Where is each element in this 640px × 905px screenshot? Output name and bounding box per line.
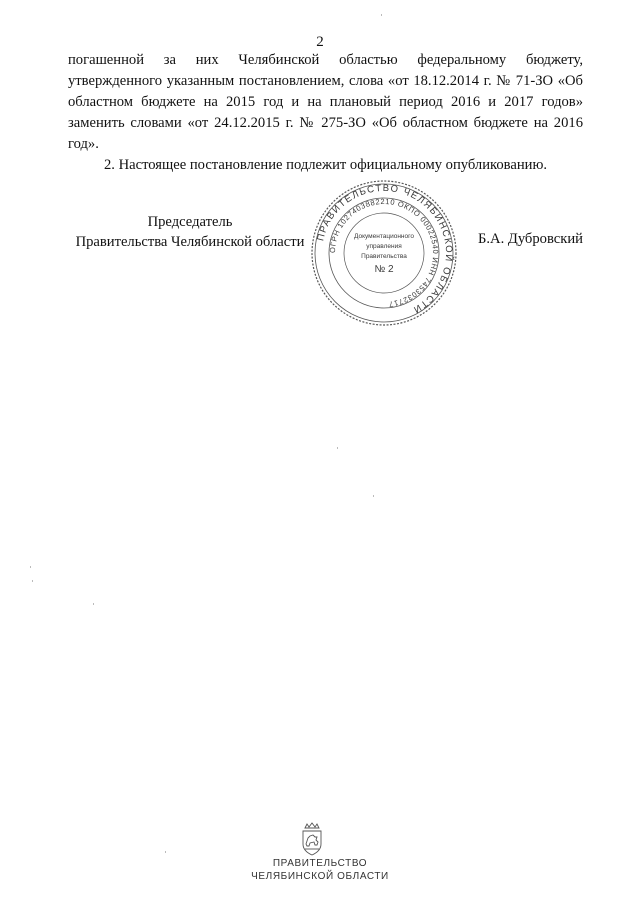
signatory-title-line2: Правительства Челябинской области [75,234,305,250]
seal-number: № 2 [374,264,394,275]
coat-of-arms-icon [300,822,324,856]
seal-center-line3: Правительства [361,253,407,260]
seal-outer-text: ПРАВИТЕЛЬСТВО ЧЕЛЯБИНСКОЙ ОБЛАСТИ [315,182,455,316]
seal-center-line2: управления [366,243,402,250]
seal-center-line1: Документационного [354,233,414,240]
paragraph-continuation: погашенной за них Челябинской областью федеральному бюджету, утвержденного указанным постановлением, слова «от 18.12.2014 г. № 71-ЗО «Об областном бюджете на 2015 год и на плановый период 2016 и 2017 годов» заменить словами «от 24.12.2015 г. № 275-ЗО «Об областном бюджете на 2016 год». [68,52,583,152]
signatory-title-line1: Председатель [147,214,233,230]
footer-line2: ЧЕЛЯБИНСКОЙ ОБЛАСТИ [251,871,389,882]
page-number: 2 [316,34,324,50]
paragraph-publication: 2. Настоящее постановление подлежит официальному опубликованию. [104,157,548,173]
signatory-name: Б.А. Дубровский [478,231,583,247]
footer-organization [0,857,640,883]
footer-line1: ПРАВИТЕЛЬСТВО [272,858,368,869]
seal-codes-text: ОГРН 1027403882210 ОКПО 00022540 ИНН 7453032717 [327,196,441,309]
official-seal [309,178,459,328]
document-body [68,50,583,176]
signatory-title [70,212,310,252]
